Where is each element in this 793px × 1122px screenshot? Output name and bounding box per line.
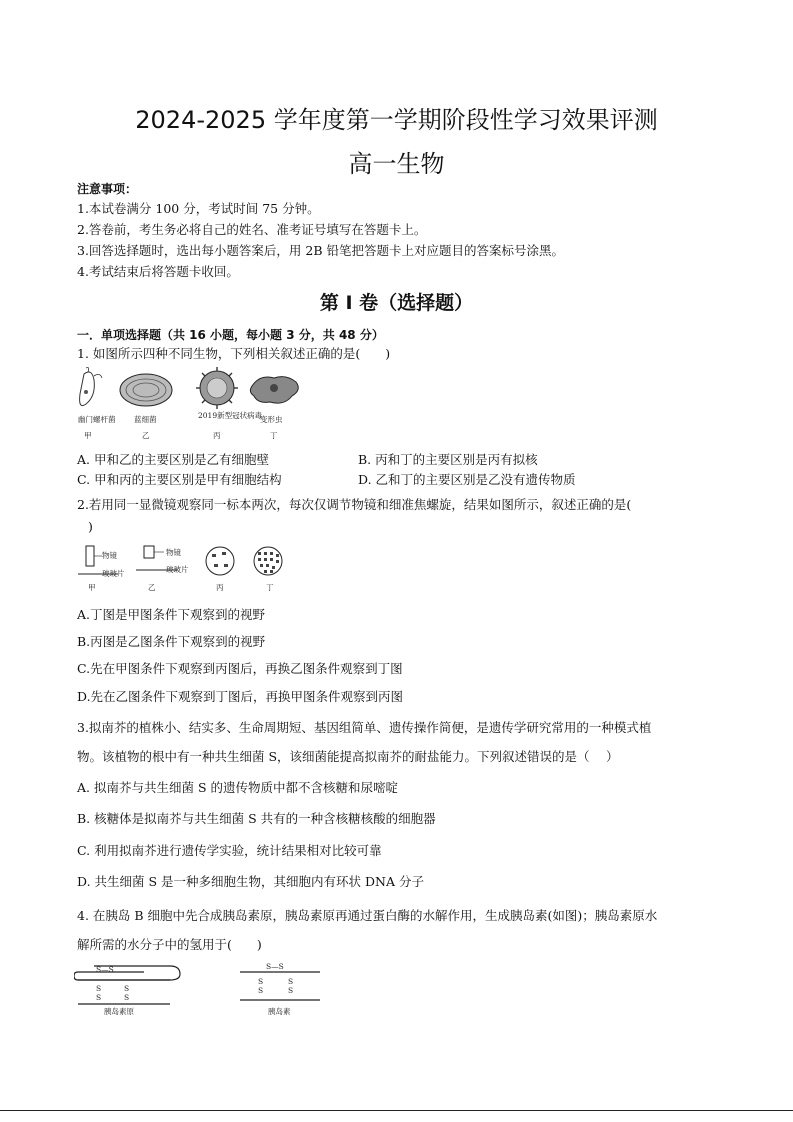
q2-stem-line1: 2.若用同一显微镜观察同一标本两次，每次仅调节物镜和细准焦螺旋，结果如图所示，叙述正确的是( <box>77 497 632 512</box>
q2-stem-line2: ) <box>88 519 93 534</box>
q4-figure <box>74 962 334 1018</box>
q1-figure <box>74 366 304 446</box>
exam-subject: 高一生物 <box>348 150 445 178</box>
view-ding-drawing <box>254 547 282 592</box>
proinsulin-drawing <box>74 965 180 1016</box>
coronavirus-drawing <box>196 367 263 440</box>
q4-s-1d: S <box>124 993 130 1002</box>
q2-option-c: C.先在甲图条件下观察到丙图后，再换乙图条件观察到丁图 <box>77 661 403 676</box>
q1-fig-letter-1: 甲 <box>84 431 92 440</box>
q2-label-objective-2: 物镜 <box>166 548 181 557</box>
q2-label-objective-1: 物镜 <box>102 551 117 560</box>
q2-fig-letter-2: 乙 <box>148 583 156 592</box>
q1-option-a: A. 甲和乙的主要区别是乙有细胞壁 <box>77 452 269 467</box>
q2-option-d: D.先在乙图条件下观察到丁图后，再换甲图条件观察到丙图 <box>77 689 404 704</box>
q4-s-2d: S <box>288 986 294 995</box>
q3-option-c: C. 利用拟南芥进行遗传学实验，统计结果相对比较可靠 <box>77 843 382 858</box>
q1-fig-label-2: 蓝细菌 <box>134 415 157 424</box>
q2-option-b: B.丙图是乙图条件下观察到的视野 <box>77 634 266 649</box>
part-heading: 一．单项选择题（共 16 小题，每小题 3 分，共 48 分） <box>77 328 384 342</box>
amoeba-drawing <box>250 377 298 440</box>
q4-s-1b: S <box>124 984 130 993</box>
q2-fig-letter-3: 丙 <box>216 583 224 592</box>
q2-option-a: A.丁图是甲图条件下观察到的视野 <box>77 607 266 622</box>
q4-s-1c: S <box>96 993 102 1002</box>
insulin-drawing <box>240 962 320 1016</box>
q2-fig-letter-1: 甲 <box>88 583 96 592</box>
q1-option-b: B. 丙和丁的主要区别是丙有拟核 <box>358 452 538 467</box>
q1-stem: 1. 如图所示四种不同生物，下列相关叙述正确的是( ) <box>77 346 391 361</box>
q1-fig-label-4: 变形虫 <box>260 415 283 424</box>
q1-fig-label-1: 幽门螺杆菌 <box>78 415 116 424</box>
page-bottom-rule <box>0 1110 793 1111</box>
q4-stem-line1: 4. 在胰岛 B 细胞中先合成胰岛素原，胰岛素原再通过蛋白酶的水解作用，生成胰岛素(如图)；胰岛素原水 <box>77 908 658 923</box>
q3-option-a: A. 拟南芥与共生细菌 S 的遗传物质中都不含核糖和尿嘧啶 <box>77 780 398 795</box>
notice-item-1: 1.本试卷满分 100 分，考试时间 75 分钟。 <box>77 201 320 216</box>
q4-s-2a: S <box>258 977 264 986</box>
view-bing-drawing <box>206 547 234 592</box>
q4-s-2c: S <box>258 986 264 995</box>
q1-fig-letter-2: 乙 <box>142 431 150 440</box>
q4-s-2b: S <box>288 977 294 986</box>
notice-item-4: 4.考试结束后将答题卡收回。 <box>77 264 239 279</box>
q1-fig-label-3: 2019新型冠状病毒 <box>198 411 263 420</box>
q1-option-c: C. 甲和丙的主要区别是甲有细胞结构 <box>77 472 282 487</box>
notice-item-2: 2.答卷前，考生务必将自己的姓名、准考证号填写在答题卡上。 <box>77 222 427 237</box>
q1-fig-letter-3: 丙 <box>213 431 221 440</box>
q2-label-slide-1: 玻玻片 <box>102 569 125 578</box>
helicobacter-drawing <box>78 368 116 441</box>
q2-fig-letter-4: 丁 <box>266 583 274 592</box>
q1-fig-letter-4: 丁 <box>270 431 278 440</box>
cyanobacteria-drawing <box>120 374 172 440</box>
q3-option-d: D. 共生细菌 S 是一种多细胞生物，其细胞内有环状 DNA 分子 <box>77 874 424 889</box>
q3-stem-line1: 3.拟南芥的植株小、结实多、生命周期短、基因组简单、遗传操作简便，是遗传学研究常用的一种模式植 <box>77 720 652 735</box>
q1-option-d: D. 乙和丁的主要区别是乙没有遗传物质 <box>358 472 576 487</box>
q4-bond-top-2: S—S <box>266 962 284 971</box>
section-title: 第 Ⅰ 卷（选择题） <box>319 292 474 314</box>
q4-bond-top-1: S—S <box>96 965 114 974</box>
q4-caption-1: 胰岛素原 <box>104 1007 134 1016</box>
q4-s-1a: S <box>96 984 102 993</box>
exam-title: 2024-2025 学年度第一学期阶段性学习效果评测 <box>135 106 658 134</box>
q4-stem-line2: 解所需的水分子中的氢用于( ) <box>77 937 262 952</box>
microscope-jia-drawing <box>78 546 125 592</box>
q2-figure <box>78 544 298 596</box>
q2-label-slide-2: 玻玻片 <box>166 565 189 574</box>
q3-stem-line2: 物。该植物的根中有一种共生细菌 S，该细菌能提高拟南芥的耐盐能力。下列叙述错误的是（ ） <box>77 749 619 764</box>
notice-item-3: 3.回答选择题时，选出每小题答案后，用 2B 铅笔把答题卡上对应题目的答案标号涂黑。 <box>77 243 565 258</box>
microscope-yi-drawing <box>136 546 189 592</box>
q4-caption-2: 胰岛素 <box>268 1007 291 1016</box>
q3-option-b: B. 核糖体是拟南芥与共生细菌 S 共有的一种含核糖核酸的细胞器 <box>77 811 436 826</box>
notice-heading: 注意事项： <box>77 182 138 196</box>
